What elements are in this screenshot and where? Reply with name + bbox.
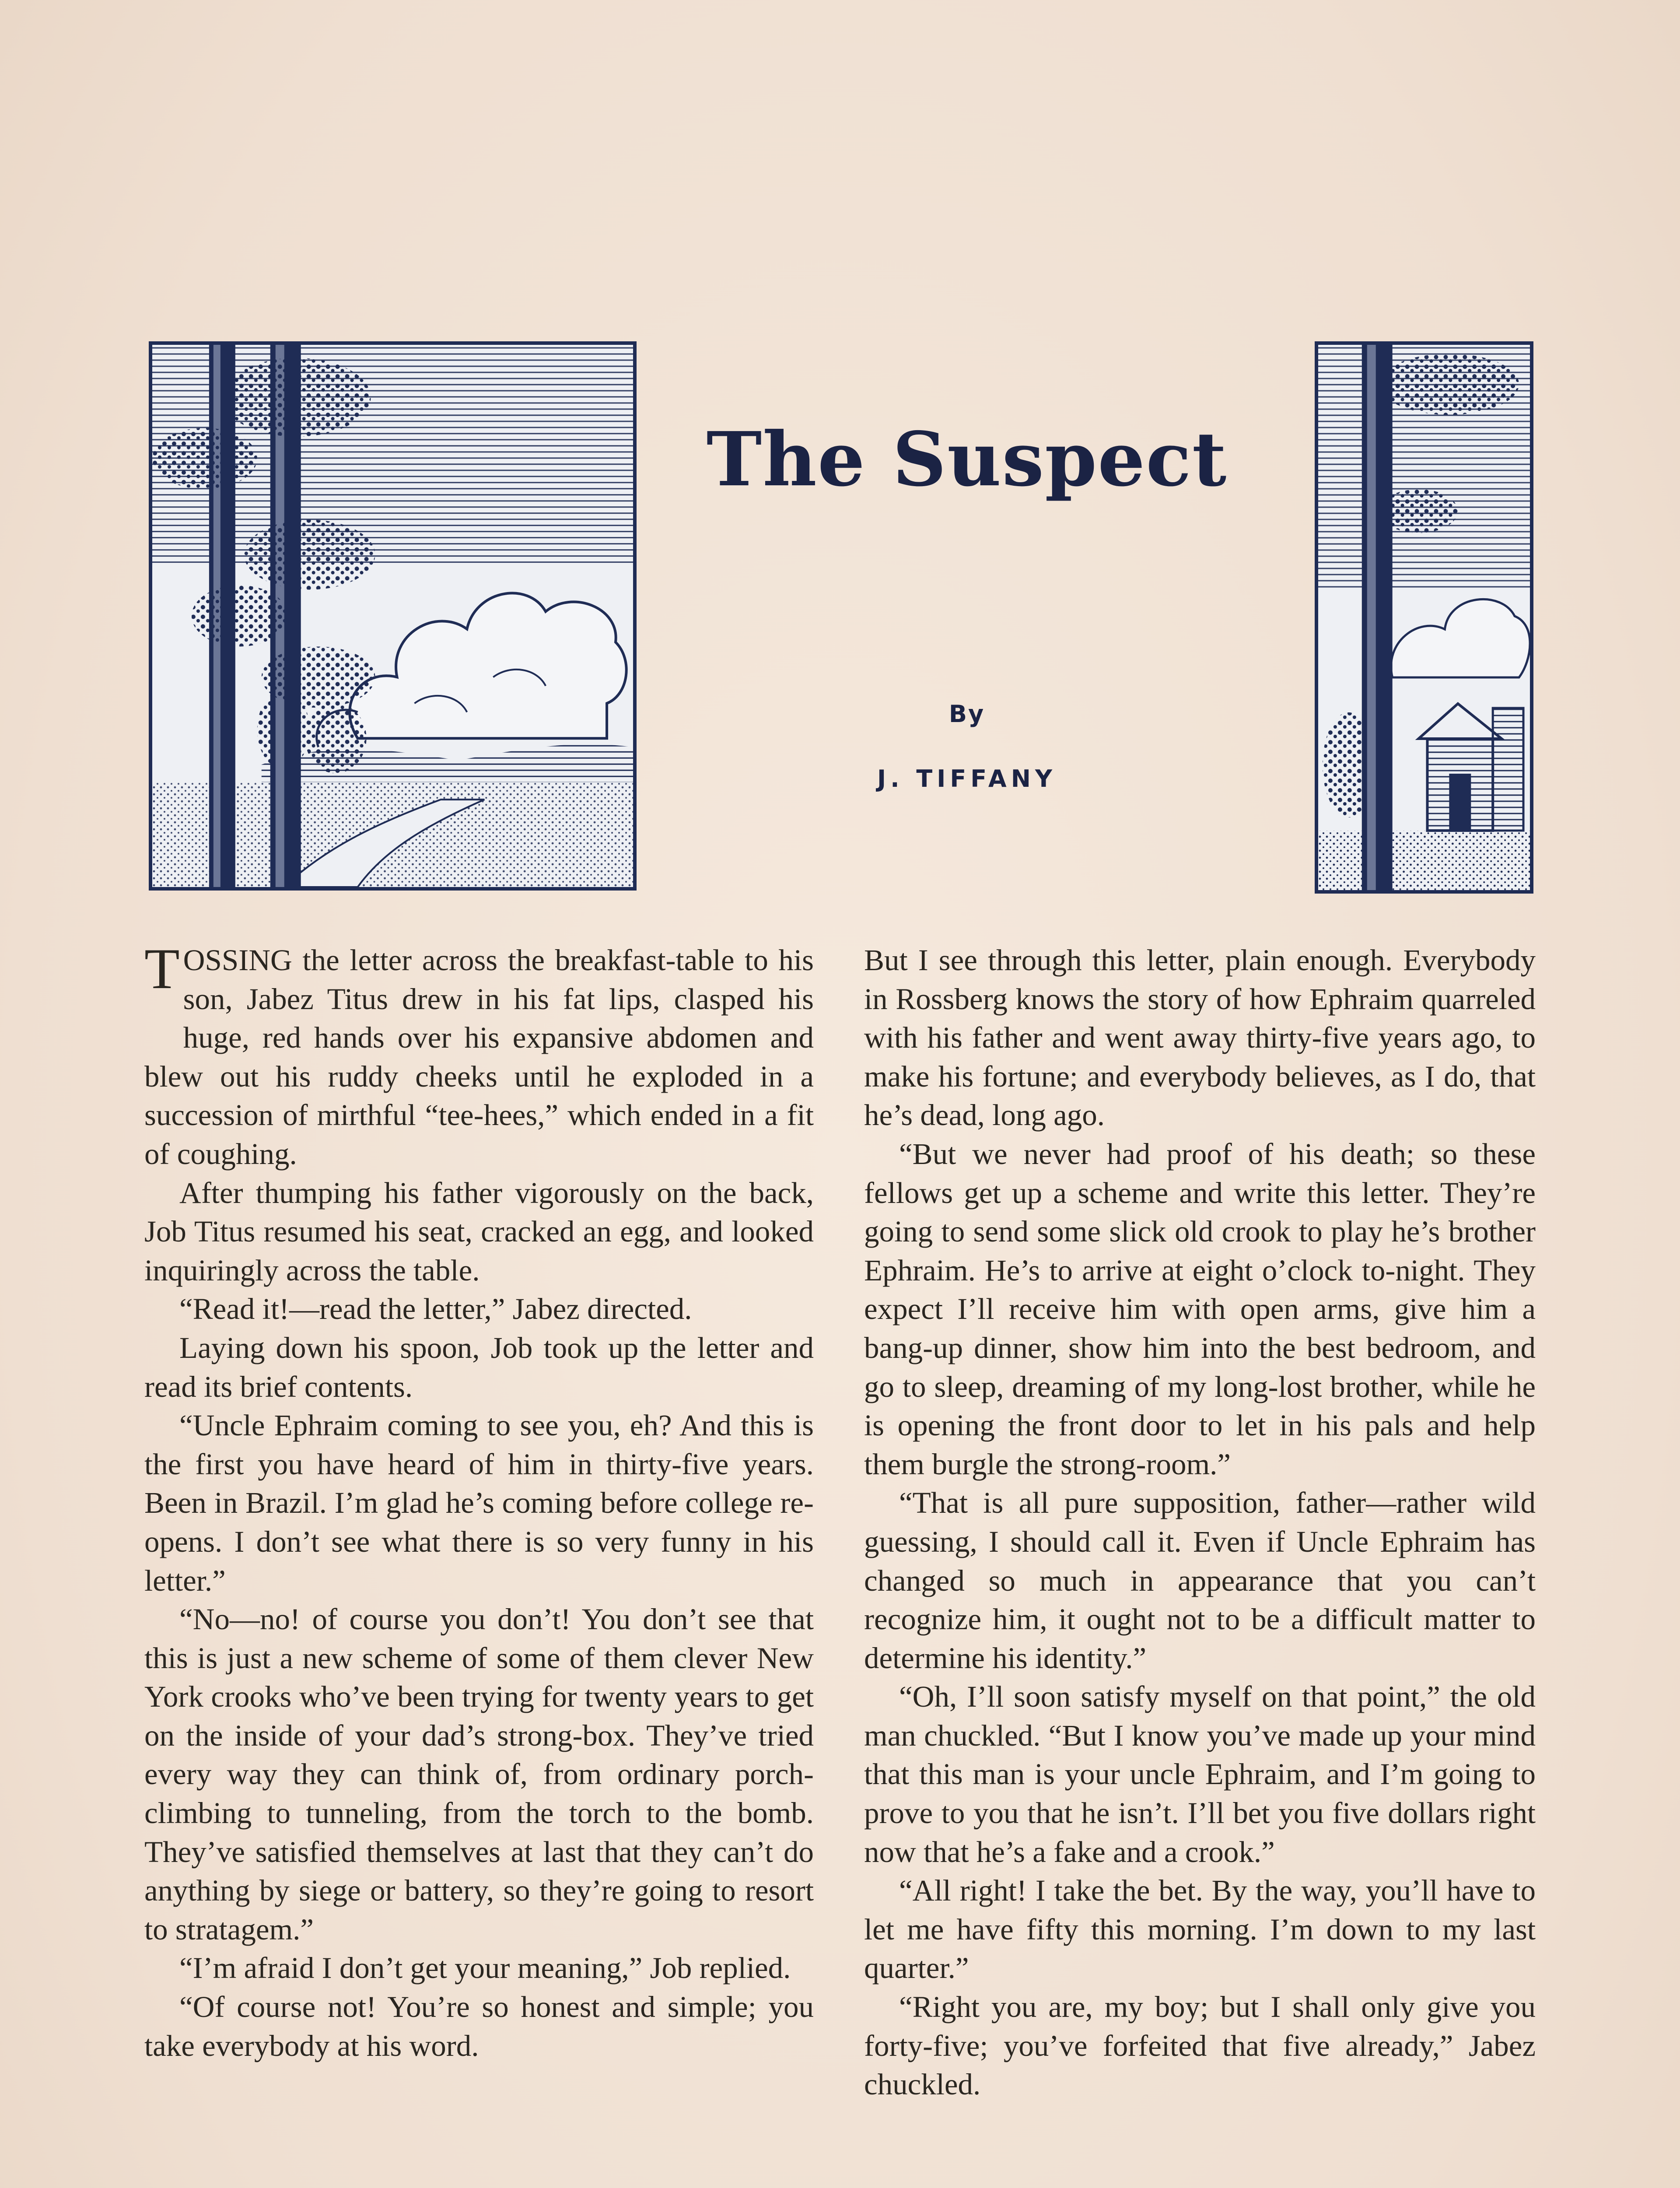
paragraph: Laying down his spoon, Job took up the letter and read its brief contents. <box>144 1331 814 1403</box>
paragraph: “Read it!—read the letter,” Jabez directed. <box>179 1292 692 1326</box>
drop-cap: T <box>144 936 180 1001</box>
tree-house-illustration <box>1315 341 1533 894</box>
paragraph <box>144 936 814 1174</box>
paragraph: But I see through this letter, plain enough. Everybody in Rossberg knows the story of how Ephraim quarreled with his father and went away thirty-five years ago, to make his fortune; and everybody believes, as I do, that he’s dead, long ago. <box>864 943 1536 1132</box>
article-column-right <box>864 941 1536 2188</box>
paragraph: “Oh, I’ll soon satisfy myself on that point,” the old man chuckled. “But I know you’ve made up your mind that this man is your uncle Ephraim, and I’m going to prove to you that he isn’t. I’ll bet you five dollars right now that he’s a fake and a crook.” <box>864 1680 1536 1869</box>
paragraph: “No—no! of course you don’t! You don’t see that this is just a new scheme of some of them clever New York crooks who’ve been trying for twenty years to get on the inside of your dad’s strong-box. They’ve tried every way they can think of, from ordinary porch-climbing to tunneling, from the torch to the bomb. They’ve satisfied themselves at last that they can’t do anything by siege or battery, so they’re going to resort to stratagem.” <box>144 1602 814 1946</box>
landscape-illustration <box>149 341 637 891</box>
article-column-left <box>144 936 814 2188</box>
paragraph: “Uncle Ephraim coming to see you, eh? And this is the first you have heard of him in thirty-five years. Been in Brazil. I’m glad he’s coming before college re-opens. I don’t see what there is so very funny in his letter.” <box>144 1409 814 1597</box>
paragraph: “All right! I take the bet. By the way, you’ll have to let me have fifty this morning. I’m down to my last quarter.” <box>864 1874 1536 1985</box>
paragraph: After thumping his father vigorously on the back, Job Titus resumed his seat, cracked an egg, and looked inquiringly across the table. <box>144 1176 814 1287</box>
author-name: J. TIFFANY <box>877 765 1057 792</box>
paragraph: “But we never had proof of his death; so these fellows get up a scheme and write this letter. They’re going to send some slick old crook to play he’s brother Ephraim. He’s to arrive at eight o’clock to-night. They expect I’ll receive him with open arms, give him a bang-up dinner, show him into the best bedroom, and go to sleep, dreaming of my long-lost brother, while he is opening the front door to let in his pals and help them burgle the strong-room.” <box>864 1137 1536 1481</box>
paragraph: “Right you are, my boy; but I shall only give you forty-five; you’ve forfeited that five already,” Jabez chuckled. <box>864 1990 1536 2101</box>
paragraph: “That is all pure supposition, father—rather wild guessing, I should call it. Even if Uncle Ephraim has changed so much in appearance that you can’t recognize him, it ought not to be a difficult matter to determine his identity.” <box>864 1486 1536 1675</box>
paragraph-text: OSSING the letter across the breakfast-table to his son, Jabez Titus drew in his fat lips, clasped his huge, red hands over his expansive abdomen and blew out his ruddy cheeks until he exploded in a succession of mirthful “tee-hees,” which ended in a fit of coughing. <box>144 943 814 1171</box>
paragraph: “I’m afraid I don’t get your meaning,” Job replied. <box>179 1951 791 1985</box>
byline-label: By <box>948 700 985 728</box>
paragraph: “Of course not! You’re so honest and simple; you take everybody at his word. <box>144 1990 814 2062</box>
article-title: The Suspect <box>706 416 1228 503</box>
